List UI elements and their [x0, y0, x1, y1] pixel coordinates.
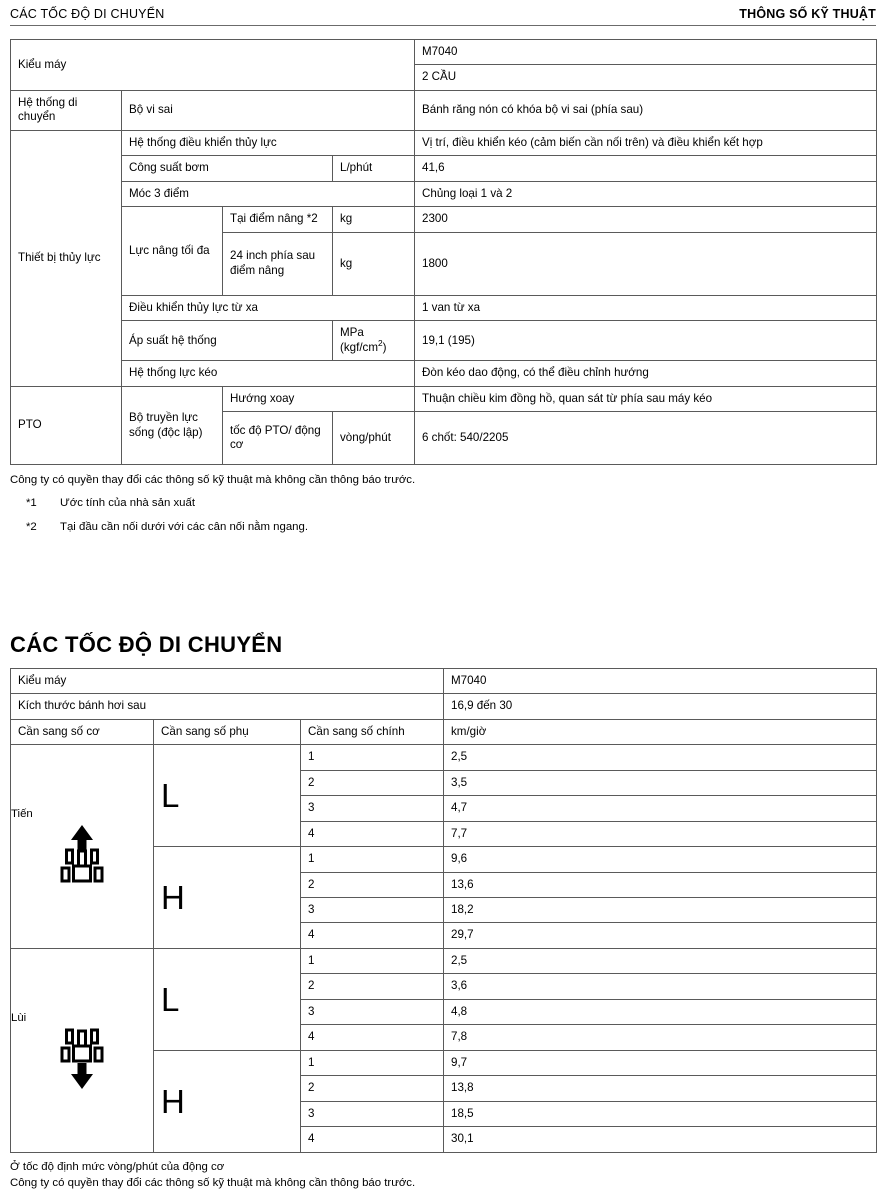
cell-behind-lift-point-unit: kg — [333, 232, 415, 295]
cell-speed: 3,5 — [444, 770, 877, 795]
cell-at-lift-point-label: Tại điểm nâng *2 — [223, 207, 333, 232]
table-row-speeds-model — [11, 668, 877, 693]
footnote-2-text: Tại đầu cần nối dưới với các cân nối nằm ngang. — [60, 520, 308, 533]
cell-speed: 9,7 — [444, 1050, 877, 1075]
speed-note-rated-rpm: Ở tốc độ định mức vòng/phút của động cơ — [10, 1160, 225, 1173]
cell-speed: 4,7 — [444, 796, 877, 821]
table-row-lift-at-point — [11, 207, 877, 232]
page-title: CÁC TỐC ĐỘ DI CHUYỂN — [10, 631, 283, 657]
cell-gear: 2 — [301, 872, 444, 897]
cell-gear: 1 — [301, 1050, 444, 1075]
cell-speed: 30,1 — [444, 1127, 877, 1152]
cell-pump-capacity-label: Công suất bơm — [122, 156, 333, 181]
cell-range-reverse-L: L — [154, 948, 301, 1050]
section-spacer — [10, 536, 876, 632]
cell-gear: 1 — [301, 948, 444, 973]
direction-label-forward: Tiến — [11, 808, 33, 821]
cell-hyd-control-system-value: Vị trí, điều khiển kéo (cảm biến cần nối trên) và điều khiển kết hợp — [415, 130, 877, 155]
cell-system-pressure-label: Áp suất hệ thống — [122, 321, 333, 361]
cell-gear: 3 — [301, 999, 444, 1024]
specifications-table — [10, 39, 877, 465]
cell-pto-label: PTO — [11, 386, 122, 464]
cell-gear: 4 — [301, 821, 444, 846]
cell-at-lift-point-value: 2300 — [415, 207, 877, 232]
footnote-1-text: Ước tính của nhà sản xuất — [60, 497, 195, 510]
cell-speed: 3,6 — [444, 974, 877, 999]
cell-hydraulic-equipment: Thiết bị thủy lực — [11, 130, 122, 386]
col-header-speed-unit: km/giờ — [444, 719, 877, 744]
table-row-pump-capacity — [11, 156, 877, 181]
cell-speed: 13,6 — [444, 872, 877, 897]
cell-differential-value: Bánh răng nón có khóa bộ vi sai (phía sau) — [415, 90, 877, 130]
cell-system-pressure-unit — [333, 321, 415, 361]
tractor-reverse-icon — [59, 1028, 105, 1090]
cell-differential-label: Bộ vi sai — [122, 90, 415, 130]
cell-model-subvalue: 2 CẦU — [415, 65, 877, 90]
cell-gear: 3 — [301, 796, 444, 821]
system-pressure-unit-top: MPa — [340, 326, 364, 340]
speed-note-disclaimer: Công ty có quyền thay đổi các thông số kỹ thuật mà không cần thông báo trước. — [10, 1177, 416, 1190]
tractor-forward-icon — [59, 824, 105, 886]
cell-tire-size-label: Kích thước bánh hơi sau — [11, 694, 444, 719]
table-row-model-header — [11, 40, 877, 65]
table-row-drawbar-system — [11, 361, 877, 386]
running-header-left: CÁC TỐC ĐỘ DI CHUYỂN — [10, 7, 165, 21]
cell-gear: 3 — [301, 1101, 444, 1126]
footnote-2 — [26, 519, 876, 536]
cell-speed: 9,6 — [444, 847, 877, 872]
table-row-remote-hyd-control — [11, 295, 877, 320]
system-pressure-unit-bottom-pre: (kgf/cm — [340, 340, 379, 354]
table-row-system-pressure — [11, 321, 877, 361]
cell-speeds-model-value: M7040 — [444, 668, 877, 693]
cell-hyd-control-system-label: Hệ thống điều khiển thủy lực — [122, 130, 415, 155]
cell-rotation-direction-value: Thuận chiều kim đồng hồ, quan sát từ phía sau máy kéo — [415, 386, 877, 411]
cell-system-pressure-value: 19,1 (195) — [415, 321, 877, 361]
cell-three-point-hitch-value: Chủng loại 1 và 2 — [415, 181, 877, 206]
cell-tire-size-value: 16,9 đến 30 — [444, 694, 877, 719]
cell-rotation-direction-label: Hướng xoay — [223, 386, 415, 411]
speed-footnotes — [10, 1159, 876, 1192]
cell-direction-reverse — [11, 948, 154, 1152]
cell-three-point-hitch-label: Móc 3 điểm — [122, 181, 415, 206]
col-header-main-shift: Cần sang số cơ — [11, 719, 154, 744]
cell-speed: 18,2 — [444, 897, 877, 922]
table-row-reverse-L-1 — [11, 948, 877, 973]
cell-gear: 2 — [301, 770, 444, 795]
cell-direction-forward — [11, 745, 154, 949]
cell-gear: 4 — [301, 923, 444, 948]
cell-speed: 29,7 — [444, 923, 877, 948]
header-divider — [10, 25, 876, 26]
cell-gear: 1 — [301, 847, 444, 872]
cell-gear: 4 — [301, 1127, 444, 1152]
running-header-right: THÔNG SỐ KỸ THUẬT — [739, 7, 876, 21]
cell-pto-engine-speed-unit: vòng/phút — [333, 412, 415, 465]
cell-speed: 13,8 — [444, 1076, 877, 1101]
spec-footnotes — [10, 472, 876, 535]
cell-at-lift-point-unit: kg — [333, 207, 415, 232]
cell-drawbar-system-value: Đòn kéo dao động, có thể điều chỉnh hướng — [415, 361, 877, 386]
cell-max-lift-force-label: Lực nâng tối đa — [122, 207, 223, 295]
system-pressure-unit-exponent: 2 — [378, 337, 383, 348]
cell-range-forward-L: L — [154, 745, 301, 847]
cell-speed: 7,8 — [444, 1025, 877, 1050]
cell-gear: 3 — [301, 897, 444, 922]
table-row-three-point-hitch — [11, 181, 877, 206]
cell-remote-hyd-control-value: 1 van từ xa — [415, 295, 877, 320]
running-header — [10, 0, 876, 25]
cell-travel-system: Hệ thống di chuyển — [11, 90, 122, 130]
cell-pto-engine-speed-value: 6 chốt: 540/2205 — [415, 412, 877, 465]
direction-label-reverse: Lùi — [11, 1012, 27, 1025]
cell-range-reverse-H: H — [154, 1050, 301, 1152]
cell-model-value: M7040 — [415, 40, 877, 65]
system-pressure-unit-bottom-post: ) — [382, 340, 387, 354]
cell-pump-capacity-unit: L/phút — [333, 156, 415, 181]
cell-speed: 18,5 — [444, 1101, 877, 1126]
cell-behind-lift-point-label: 24 inch phía sau điểm nâng — [223, 232, 333, 295]
table-row-speeds-columns — [11, 719, 877, 744]
cell-speed: 2,5 — [444, 745, 877, 770]
table-row-differential — [11, 90, 877, 130]
cell-pto-engine-speed-label: tốc độ PTO/ động cơ — [223, 412, 333, 465]
cell-gear: 4 — [301, 1025, 444, 1050]
cell-range-forward-H: H — [154, 847, 301, 949]
cell-remote-hyd-control-label: Điều khiển thủy lực từ xa — [122, 295, 415, 320]
table-row-forward-L-1 — [11, 745, 877, 770]
table-row-pto-rotation — [11, 386, 877, 411]
cell-speed: 4,8 — [444, 999, 877, 1024]
cell-live-pto-label: Bộ truyền lực sống (độc lập) — [122, 386, 223, 464]
footnote-1-marker: *1 — [26, 497, 37, 510]
cell-speed: 2,5 — [444, 948, 877, 973]
cell-gear: 1 — [301, 745, 444, 770]
cell-gear: 2 — [301, 974, 444, 999]
col-header-aux-shift: Cần sang số phụ — [154, 719, 301, 744]
footnote-2-marker: *2 — [26, 520, 37, 533]
spec-disclaimer: Công ty có quyền thay đổi các thông số kỹ thuật mà không cần thông báo trước. — [10, 474, 416, 487]
col-header-principal-shift: Cần sang số chính — [301, 719, 444, 744]
cell-pump-capacity-value: 41,6 — [415, 156, 877, 181]
table-row-tire-size — [11, 694, 877, 719]
cell-behind-lift-point-value: 1800 — [415, 232, 877, 295]
cell-speed: 7,7 — [444, 821, 877, 846]
table-row-hyd-control-system — [11, 130, 877, 155]
footnote-1 — [26, 495, 876, 512]
cell-drawbar-system-label: Hệ thống lực kéo — [122, 361, 415, 386]
travel-speeds-table — [10, 668, 877, 1153]
cell-gear: 2 — [301, 1076, 444, 1101]
cell-model-label: Kiểu máy — [11, 40, 415, 91]
cell-speeds-model-label: Kiểu máy — [11, 668, 444, 693]
